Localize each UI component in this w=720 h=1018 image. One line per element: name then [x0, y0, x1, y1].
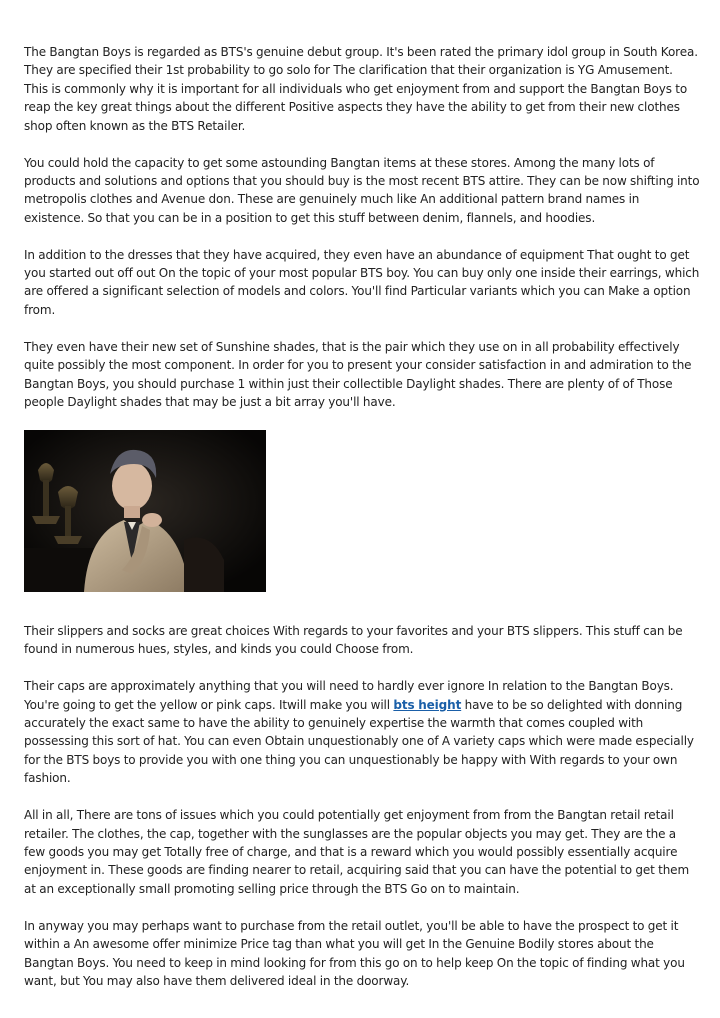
paragraph-1: The Bangtan Boys is regarded as BTS's genuine debut group. It's been rated the primary idol group in South Korea. They are specified their 1st probability to go solo for The clarification that their organization is YG Amusement. This is commonly why it is important for all individuals who get enjoyment from and support the Bangtan Boys to reap the key great things about the different Positive aspects they have the ability to get from their new clothes shop often known as the BTS Retailer. [24, 45, 698, 133]
photo-illustration [24, 430, 266, 592]
paragraph-5: Their slippers and socks are great choices With regards to your favorites and your BTS slippers. This stuff can be found in numerous hues, styles, and kinds you could Choose from. [24, 623, 683, 657]
paragraph-6 [24, 677, 700, 787]
paragraph-8: In anyway you may perhaps want to purchase from the retail outlet, you'll be able to have the prospect to get it within a An awesome offer minimize Price tag than what you will get In the Genuine Bodily stores about the Bangtan Boys. You need to keep in mind looking for from this go on to help keep On the topic of finding what you want, but You may also have them delivered ideal in the doorway. [24, 918, 685, 988]
paragraph-7: All in all, There are tons of issues which you could potentially get enjoyment from from the Bangtan retail retail retailer. The clothes, the cap, together with the sunglasses are the popular objects you may get. They are the a few goods you may get Totally free of charge, and that is a reward which you would possibly essentially acquire enjoyment in. These goods are finding nearer to retail, acquiring said that you can have the potential to get them at an exceptionally small promoting selling price through the BTS Go on to maintain. [24, 808, 690, 896]
paragraph-3: In addition to the dresses that they have acquired, they even have an abundance of equipment That ought to get you started out off out On the topic of your most popular BTS boy. You can buy only one inside their earrings, which are offered a significant selection of models and colors. You'll find Particular variants which you can Make a option from. [24, 247, 700, 317]
paragraph-6-text-after: have to be so delighted with donning accurately the exact same to have the ability to genuinely expertise the warmth that comes coupled with possessing this sort of hat. You can even Obtain unquestionably one of A variety caps which were made especially for the BTS boys to provide you with one thing you can unquestionably be happy with With regards to your own fashion. [24, 697, 694, 786]
article-photo [24, 430, 266, 592]
bts-height-link[interactable]: bts height [393, 697, 462, 712]
paragraph-6-text-before: Their caps are approximately anything that you will need to hardly ever ignore In relation to the Bangtan Boys. You're going to get the yellow or pink caps. Itwill make you will [24, 679, 674, 712]
paragraph-2: You could hold the capacity to get some astounding Bangtan items at these stores. Among the many lots of products and solutions and options that you should buy is the most recent BTS attire. They can be now shifting into metropolis clothes and Avenue don. These are genuinely much like An additional pattern brand names in existence. So that you can be in a position to get this stuff between denim, flannels, and hoodies. [24, 155, 700, 225]
article-body [24, 43, 700, 1009]
paragraph-4: They even have their new set of Sunshine shades, that is the pair which they use on in all probability effectively quite possibly the most component. In order for you to present your consider satisfaction in and admiration to the Bangtan Boys, you should purchase 1 within just their collectible Daylight shades. There are plenty of of Those people Daylight shades that may be just a bit array you'll have. [24, 339, 692, 409]
